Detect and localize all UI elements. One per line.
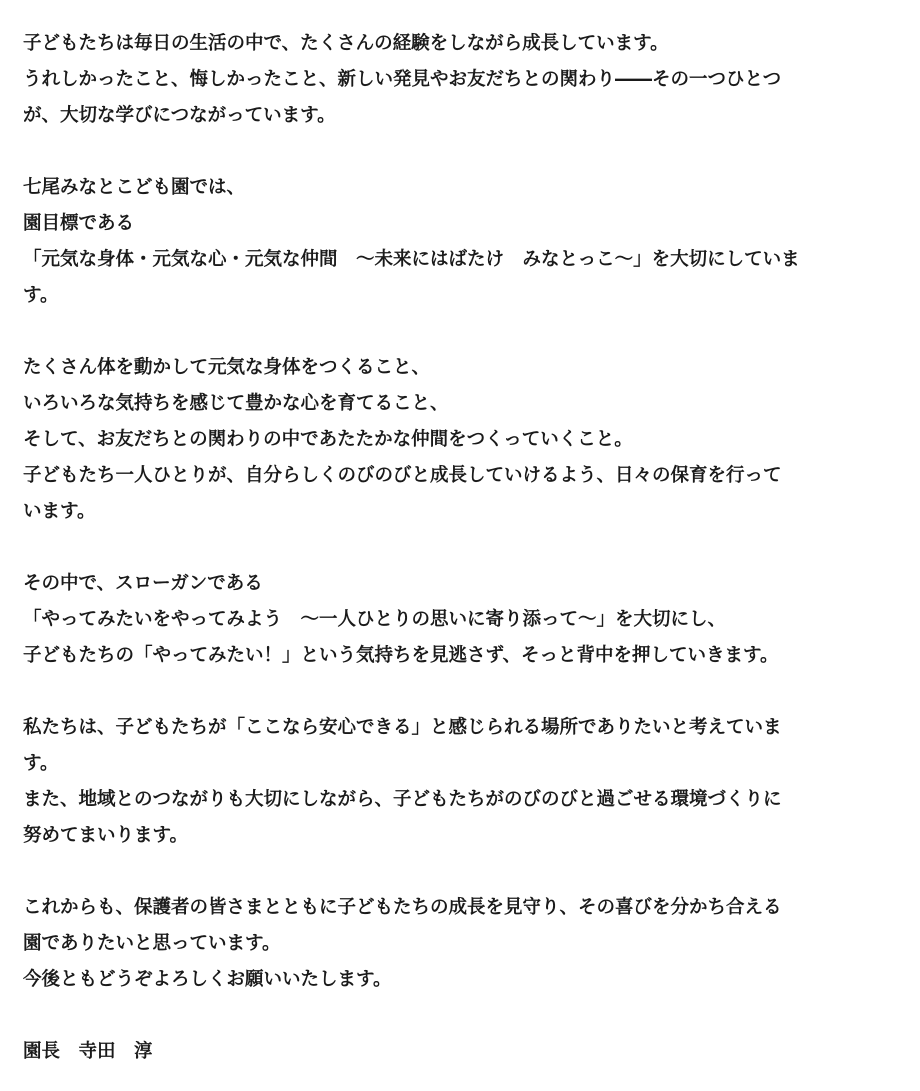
text-line: いろいろな気持ちを感じて豊かな心を育てること、 bbox=[23, 393, 449, 414]
text-line: 園でありたいと思っています。 bbox=[23, 933, 281, 954]
paragraph-environment bbox=[23, 710, 880, 854]
paragraph-intro bbox=[23, 26, 880, 134]
text-line: 七尾みなとこども園では、 bbox=[23, 177, 246, 198]
signature bbox=[23, 1034, 880, 1070]
paragraph-approach bbox=[23, 350, 880, 530]
signature-text: 園長 寺田 淳 bbox=[23, 1041, 153, 1062]
text-line: そして、お友だちとの関わりの中であたたかな仲間をつくっていくこと。 bbox=[23, 429, 633, 450]
text-line: これからも、保護者の皆さまとともに子どもたちの成長を見守り、その喜びを分かち合える bbox=[23, 897, 782, 918]
text-line: が、大切な学びにつながっています。 bbox=[23, 105, 336, 126]
paragraph-closing bbox=[23, 890, 880, 998]
text-line: うれしかったこと、悔しかったこと、新しい発見やお友だちとの関わり――その一つひとつ bbox=[23, 69, 782, 90]
text-line: います。 bbox=[23, 501, 96, 522]
text-line: たくさん体を動かして元気な身体をつくること、 bbox=[23, 357, 431, 378]
text-line: 「元気な身体・元気な心・元気な仲間 ～未来にはばたけ みなとっこ～」を大切にしていま bbox=[23, 249, 800, 270]
paragraph-slogan bbox=[23, 566, 880, 674]
text-line: 園目標である bbox=[23, 213, 135, 234]
text-line: その中で、スローガンである bbox=[23, 573, 263, 594]
text-line: 子どもたちは毎日の生活の中で、たくさんの経験をしながら成長しています。 bbox=[23, 33, 669, 54]
text-line: 私たちは、子どもたちが「ここなら安心できる」と感じられる場所でありたいと考えていま bbox=[23, 717, 782, 738]
text-line: 子どもたちの「やってみたい！」という気持ちを見逃さず、そっと背中を押していきます。 bbox=[23, 645, 779, 666]
paragraph-school-goal bbox=[23, 170, 880, 314]
text-line: また、地域とのつながりも大切にしながら、子どもたちがのびのびと過ごせる環境づくりに bbox=[23, 789, 782, 810]
text-line: 努めてまいります。 bbox=[23, 825, 189, 846]
text-line: 今後ともどうぞよろしくお願いいたします。 bbox=[23, 969, 392, 990]
text-line: 子どもたち一人ひとりが、自分らしくのびのびと成長していけるよう、日々の保育を行って bbox=[23, 465, 782, 486]
text-line: 「やってみたいをやってみよう ～一人ひとりの思いに寄り添って～」を大切にし、 bbox=[23, 609, 727, 630]
text-line: す。 bbox=[23, 753, 59, 774]
text-line: す。 bbox=[23, 285, 59, 306]
